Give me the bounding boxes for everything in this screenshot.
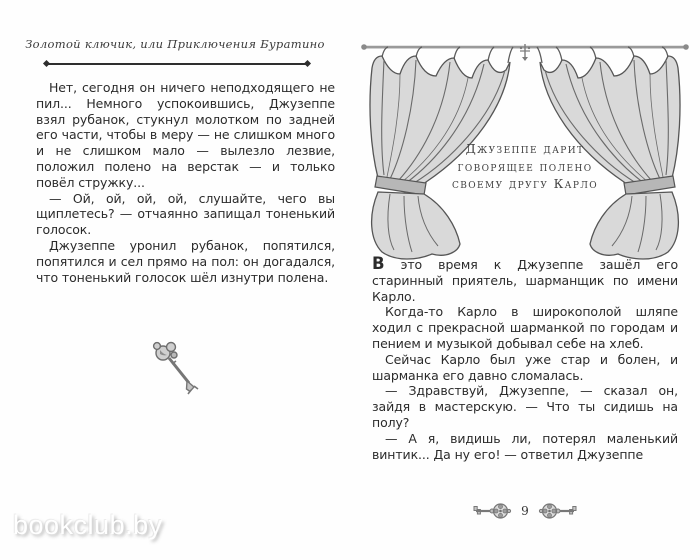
chapter-title [350,140,700,193]
chapter-title-line: своему другу Карло [451,176,599,191]
paragraph: — А я, видишь ли, потерял маленький винтик... Да ну его! — ответил Джузеппе [372,430,678,462]
key-ornament-right-icon [538,502,578,520]
paragraph-rest: это время к Джузеппе зашёл его старинный приятель, шарманщик по имени Карло. [372,257,678,304]
page-footer [350,500,700,522]
paragraph: — Ой, ой, ой, ой, слушайте, чего вы щиплетесь? — отчаянно запищал тоненький голосок. [36,190,335,238]
paragraph [372,256,678,304]
right-page-text [372,256,678,462]
chapter-title-line: говорящее полено [457,158,593,174]
paragraph: Джузеппе уронил рубанок, попятился, попятился и сел прямо на пол: он догадался, что тоненький голосок шёл изнутри полена. [36,237,335,285]
golden-key-illustration [146,338,208,406]
running-head-rule [47,63,307,65]
chapter-title-line: Джузеппе дарит [465,141,585,156]
left-page-text [36,80,335,285]
watermark-bookclub: bookclub.by [13,510,163,540]
paragraph: Когда-то Карло в широкополой шляпе ходил с прекрасной шарманкой по городам и пением и музыкой добывал себе на хлеб. [372,304,678,351]
lead-letter: В [372,254,385,273]
paragraph: Нет, сегодня он ничего неподходящего не пил... Немного успокоившись, Джузеппе взял рубанок, стукнул молотком по задней его части, чтобы в меру — не слишком много и не слишком мало — вылезло лезвие, положил полено на верстак — и только повёл стружку... [36,80,335,190]
paragraph: — Здравствуй, Джузеппе, — сказал он, зайдя в мастерскую. — Что ты сидишь на полу? [372,383,678,430]
paragraph: Сейчас Карло был уже стар и болен, и шарманка его давно сломалась. [372,351,678,383]
key-ornament-left-icon [472,502,512,520]
page-number: 9 [521,504,529,518]
running-head-title: Золотой ключик, или Приключения Буратино [25,37,325,51]
